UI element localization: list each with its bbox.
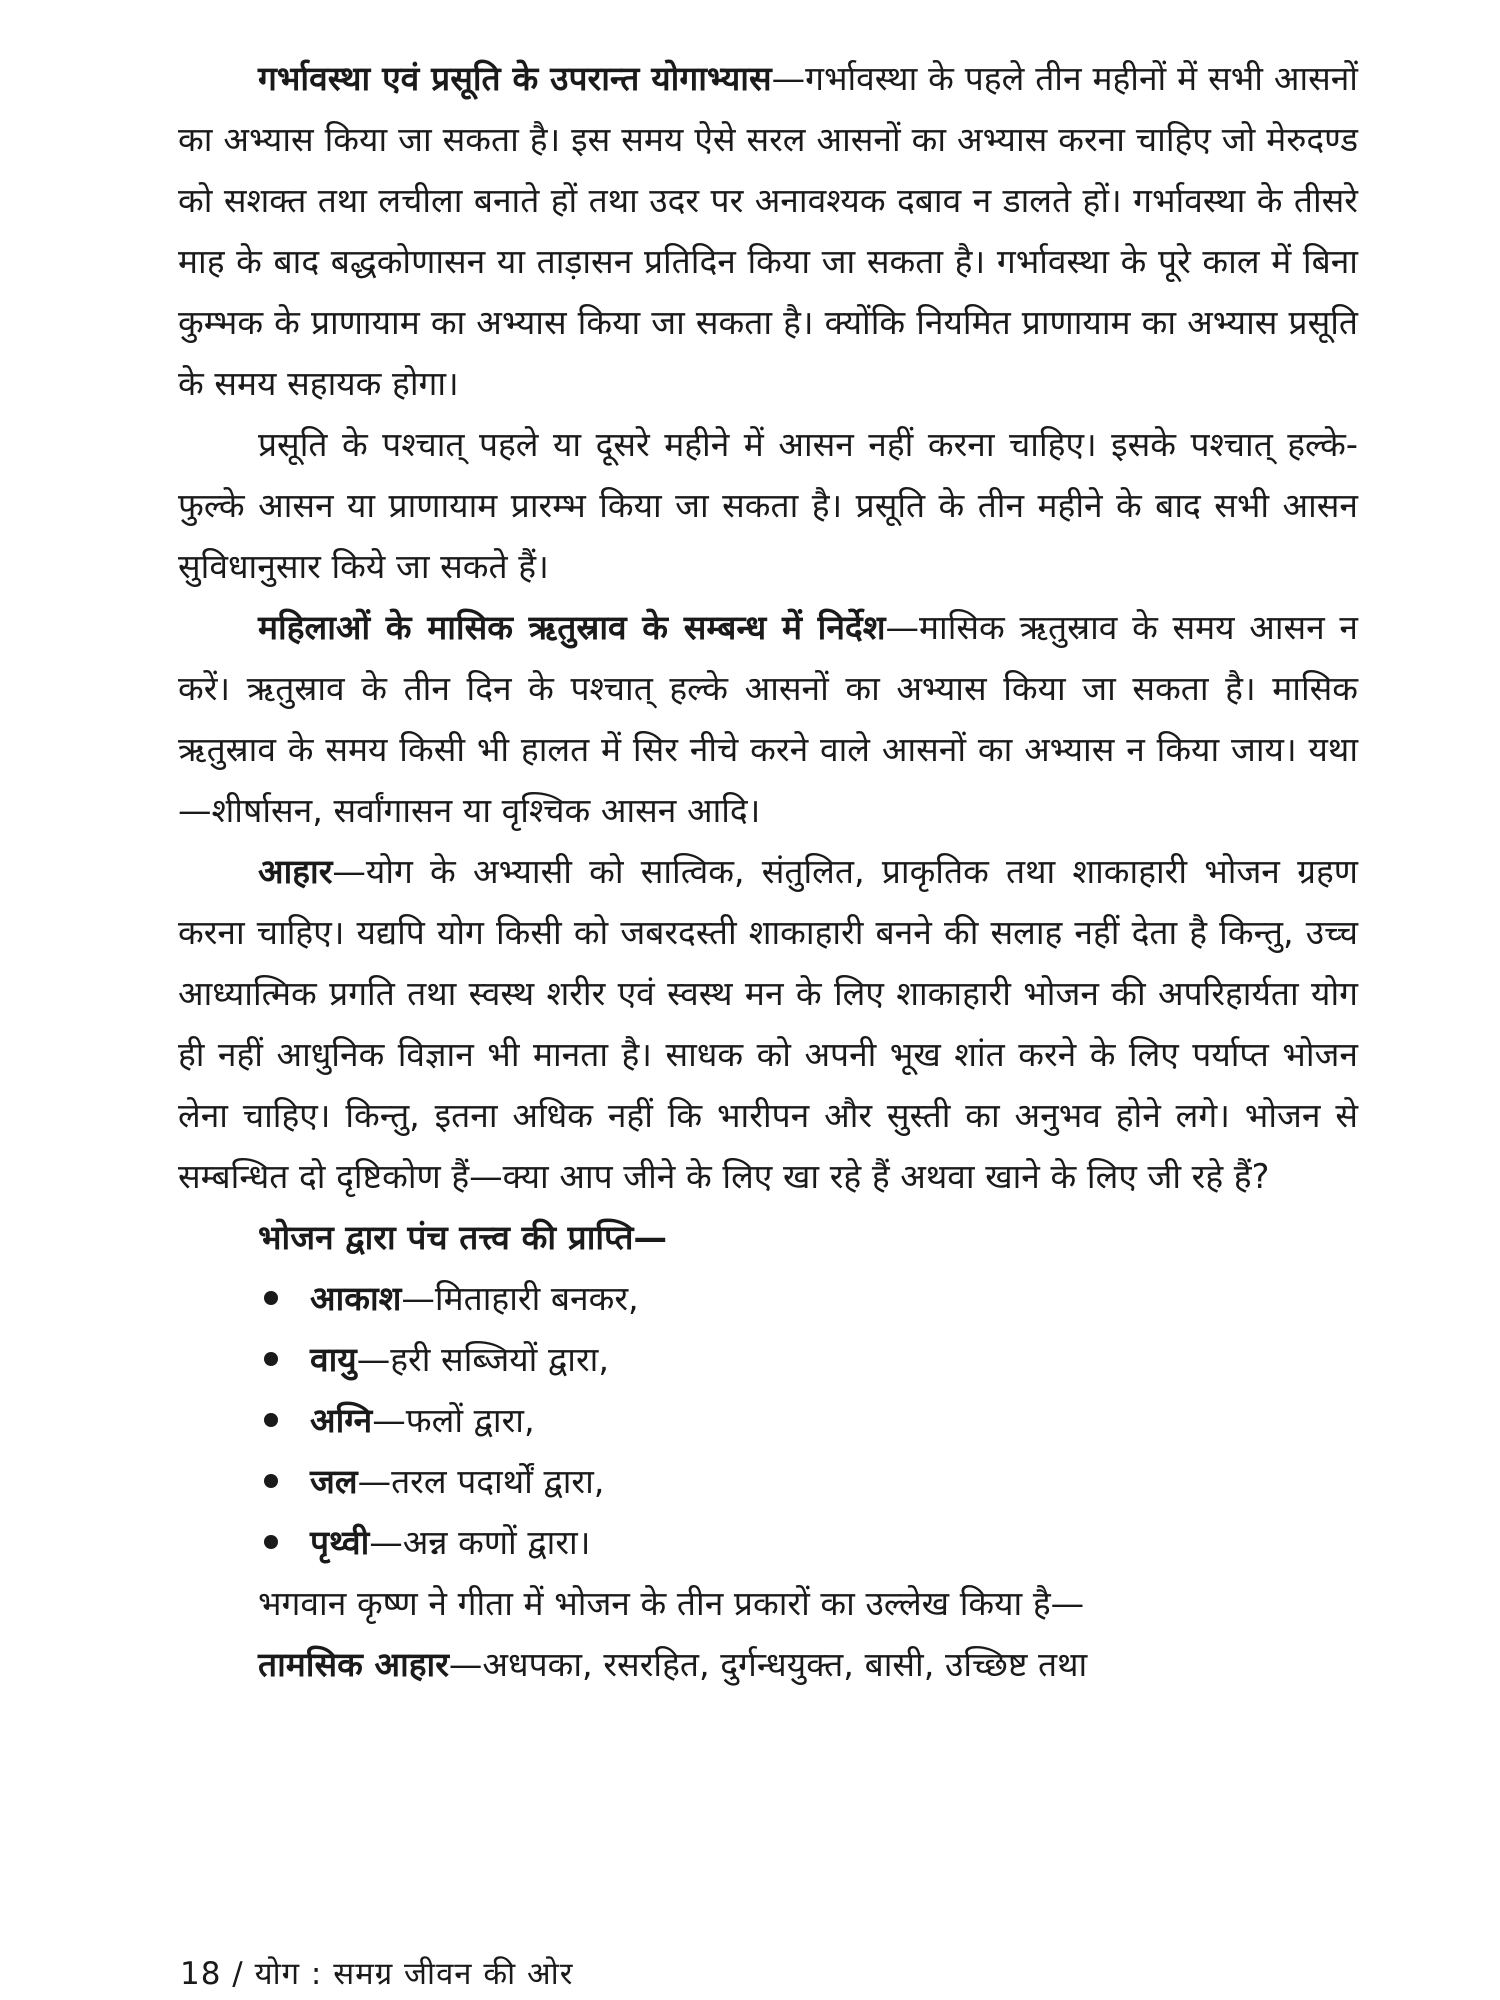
- bullet-icon: [264, 1352, 278, 1366]
- element-desc: —मिताहारी बनकर,: [401, 1279, 639, 1318]
- pregnancy-text: —गर्भावस्था के पहले तीन महीनों में सभी आसनों का अभ्यास किया जा सकता है। इस समय ऐसे सरल आसनों का अभ्यास करना चाहिए जो मेरुदण्ड को सशक्त तथा लचीला बनाते हों तथा उदर पर अनावश्यक दबाव न डालते हों। गर्भावस्था के तीसरे माह के बाद बद्धकोणासन या ताड़ासन प्रतिदिन किया जा सकता है। गर्भावस्था के पूरे काल में बिना कुम्भक के प्राणायाम का अभ्यास किया जा सकता है। क्योंकि नियमित प्राणायाम का अभ्यास प्रसूति के समय सहायक होगा।: [178, 59, 1358, 403]
- bullet-icon: [264, 1474, 278, 1488]
- diet-text: —योग के अभ्यासी को सात्विक, संतुलित, प्राकृतिक तथा शाकाहारी भोजन ग्रहण करना चाहिए। यद्यपि योग किसी को जबरदस्ती शाकाहारी बनने की सलाह नहीं देता है किन्तु, उच्च आध्यात्मिक प्रगति तथा स्वस्थ शरीर एवं स्वस्थ मन के लिए शाकाहारी भोजन की अपरिहार्यता योग ही नहीं आधुनिक विज्ञान भी मानता है। साधक को अपनी भूख शांत करने के लिए पर्याप्त भोजन लेना चाहिए। किन्तु, इतना अधिक नहीं कि भारीपन और सुस्ती का अनुभव होने लगे। भोजन से सम्बन्धित दो दृष्टिकोण हैं—क्या आप जीने के लिए खा रहे हैं अथवा खाने के लिए जी रहे हैं?: [178, 852, 1358, 1196]
- tamasic-line: [178, 1634, 1358, 1695]
- bullet-icon: [264, 1291, 278, 1305]
- list-item: [258, 1329, 1358, 1390]
- element-term: आकाश: [310, 1279, 402, 1318]
- bullet-icon: [264, 1413, 278, 1427]
- bullet-icon: [264, 1535, 278, 1549]
- pregnancy-heading: गर्भावस्था एवं प्रसूति के उपरान्त योगाभ्यास: [258, 59, 772, 98]
- elements-heading: [178, 1207, 1358, 1268]
- list-item: [258, 1512, 1358, 1573]
- pregnancy-paragraph: [178, 48, 1358, 414]
- element-term: पृथ्वी: [310, 1523, 370, 1562]
- element-term: अग्नि: [310, 1401, 373, 1440]
- elements-list: [178, 1268, 1358, 1573]
- menstruation-heading: महिलाओं के मासिक ऋतुस्राव के सम्बन्ध में निर्देश: [258, 608, 886, 647]
- element-term: जल: [310, 1462, 358, 1501]
- diet-heading: आहार: [258, 852, 333, 891]
- page-body: [178, 48, 1358, 1695]
- list-item: [258, 1390, 1358, 1451]
- element-desc: —तरल पदार्थों द्वारा,: [357, 1462, 605, 1501]
- element-desc: —फलों द्वारा,: [372, 1401, 535, 1440]
- page-footer: 18 / योग : समग्र जीवन की ओर: [180, 1956, 574, 1992]
- elements-heading-text: भोजन द्वारा पंच तत्त्व की प्राप्ति—: [258, 1218, 667, 1257]
- gita-line: भगवान कृष्ण ने गीता में भोजन के तीन प्रकारों का उल्लेख किया है—: [258, 1584, 1085, 1623]
- element-desc: —हरी सब्जियों द्वारा,: [356, 1340, 609, 1379]
- element-desc: —अन्न कणों द्वारा।: [369, 1523, 591, 1562]
- menstruation-text: —मासिक ऋतुस्राव के समय आसन न करें। ऋतुस्राव के तीन दिन के पश्चात् हल्के आसनों का अभ्यास किया जा सकता है। मासिक ऋतुस्राव के समय किसी भी हालत में सिर नीचे करने वाले आसनों का अभ्यास न किया जाय। यथा—शीर्षासन, सर्वांगासन या वृश्चिक आसन आदि।: [178, 608, 1358, 830]
- tamasic-heading: तामसिक आहार: [258, 1645, 449, 1684]
- menstruation-paragraph: [178, 597, 1358, 841]
- diet-paragraph: [178, 841, 1358, 1207]
- postnatal-paragraph: प्रसूति के पश्चात् पहले या दूसरे महीने में आसन नहीं करना चाहिए। इसके पश्चात् हल्के-फुल्के आसन या प्राणायाम प्रारम्भ किया जा सकता है। प्रसूति के तीन महीने के बाद सभी आसन सुविधानुसार किये जा सकते हैं।: [178, 425, 1358, 586]
- list-item: [258, 1268, 1358, 1329]
- list-item: [258, 1451, 1358, 1512]
- tamasic-text: —अधपका, रसरहित, दुर्गन्धयुक्त, बासी, उच्छिष्ट तथा: [448, 1645, 1088, 1684]
- element-term: वायु: [310, 1340, 357, 1379]
